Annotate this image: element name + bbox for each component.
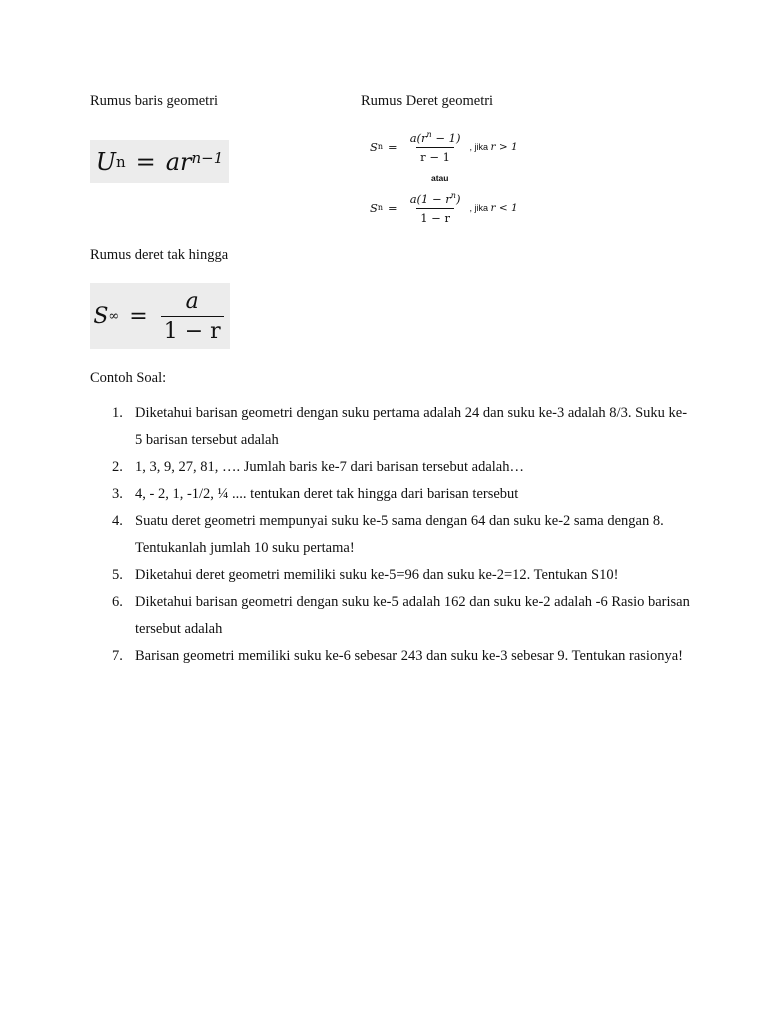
formula-sn-r-greater-1: S n = $\frac{a(r^n - 1)}{r - 1}$ , jika r > 1 (370, 130, 518, 164)
list-item: 1. Diketahui barisan geometri dengan suku pertama adalah 24 dan suku ke-3 adalah 8/3. Suku ke- 5 barisan tersebut adalah (112, 405, 688, 448)
list-item: 7. Barisan geometri memiliki suku ke-6 sebesar 243 dan suku ke-3 sebesar 9. Tentukan rasionya! (112, 648, 683, 664)
heading-rumus-baris: Rumus baris geometri (90, 93, 219, 109)
heading-rumus-deret: Rumus Deret geometri (361, 93, 494, 109)
list-item: 2. 1, 3, 9, 27, 81, …. Jumlah baris ke-7 dari barisan tersebut adalah… (112, 459, 524, 475)
atau-label: atau (431, 173, 449, 183)
heading-contoh-soal: Contoh Soal: (90, 370, 167, 386)
formula-sn-r-less-1: S n = $\frac{a(1 - r^n)}{1 - r}$ , jika r < 1 (370, 191, 518, 225)
list-item: 6. Diketahui barisan geometri dengan suku ke-5 adalah 162 dan suku ke-2 adalah -6 Rasio barisan tersebut adalah (112, 594, 690, 637)
formula-s-infinity: S ∞ = $\frac{a}{1 - r}$ (90, 283, 230, 349)
list-item: 5. Diketahui deret geometri memiliki suku ke-5=96 dan suku ke-2=12. Tentukan S10! (112, 567, 619, 583)
heading-rumus-tak-hingga: Rumus deret tak hingga (90, 247, 229, 263)
list-item: 3. 4, - 2, 1, -1/2, ¼ .... tentukan deret tak hingga dari barisan tersebut (112, 486, 519, 502)
problem-list (90, 400, 690, 670)
list-item: 4. Suatu deret geometri mempunyai suku ke-5 sama dengan 64 dan suku ke-2 sama dengan 8. Tentukanlah jumlah 10 suku pertama! (112, 513, 664, 556)
formula-un: U n = ar $^{n-1}$ (90, 140, 229, 183)
